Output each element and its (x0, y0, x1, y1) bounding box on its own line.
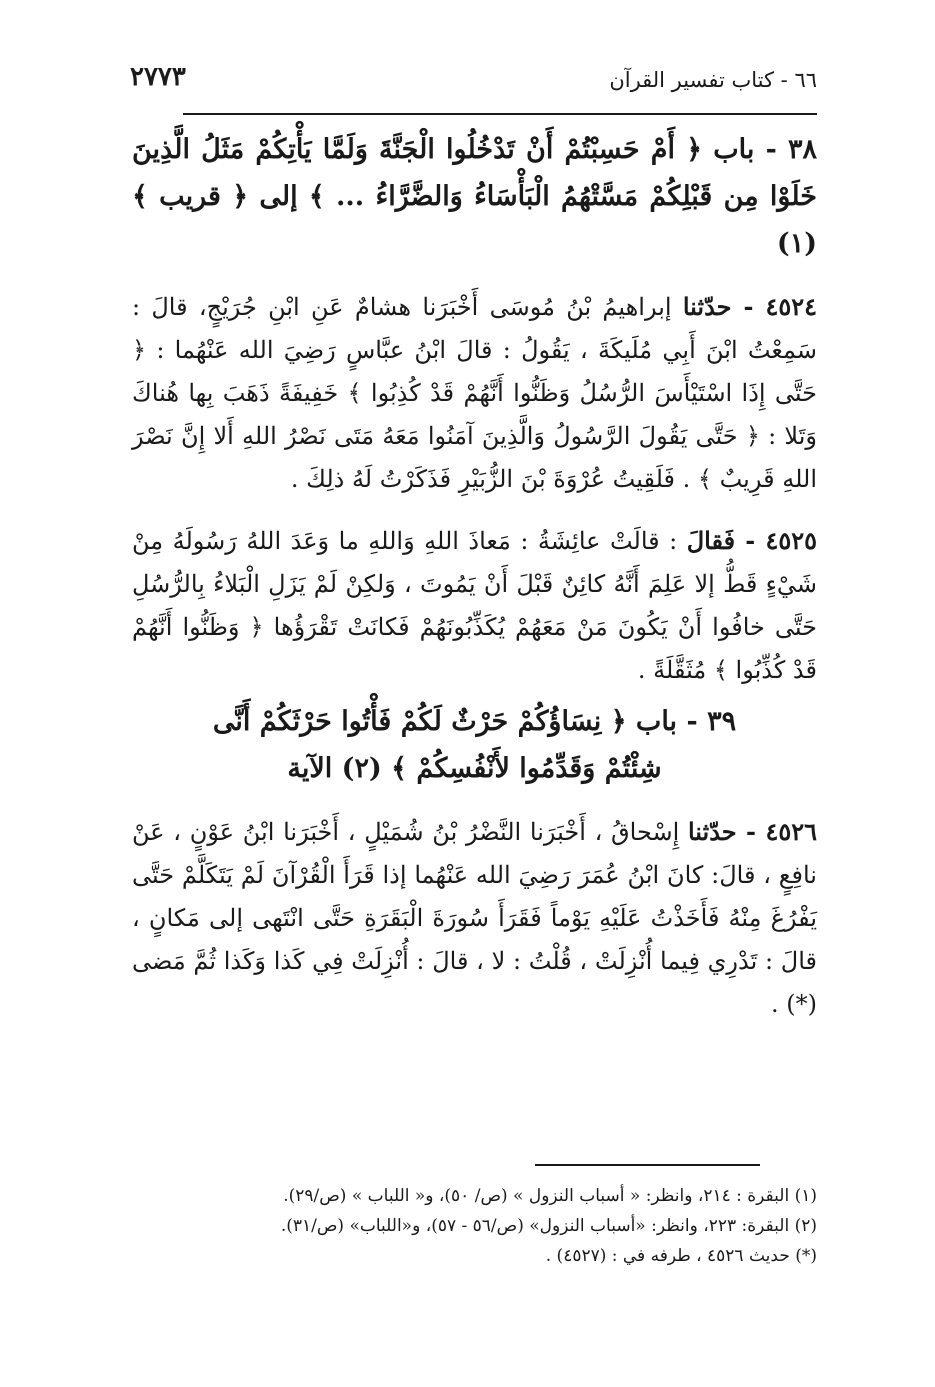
hadith-text: : قالَتْ عائِشَةُ : مَعاذَ اللهِ وَاللهِ ما وَعَدَ اللهُ رَسُولَهُ مِنْ شَيْءٍ قَطُّ إلا عَلِمَ أَنَّهُ كائِنٌ قَبْلَ أَنْ يَمُوتَ ، وَلكِنْ لَمْ يَزَلِ الْبَلاءُ بِالرُّسُلِ حَتَّى خافُوا أَنْ يَكُونَ مَنْ مَعَهُمْ يُكَذِّبُونَهُمْ فَكانَتْ تَقْرَؤُها ﴿ وَظَنُّوا أَنَّهُمْ قَدْ كُذِّبُوا ﴾ مُثَقَّلَةً . (132, 527, 817, 684)
hadith-number: ٤٥٢٦ - حدّثنا (687, 817, 817, 846)
chapter-line-2: شِئْتُمْ وَقَدِّمُوا لأَنْفُسِكُمْ ﴾ (٢) الآية (287, 753, 662, 784)
chapter-heading-38: ٣٨ - باب ﴿ أَمْ حَسِبْتُمْ أَنْ تَدْخُلُوا الْجَنَّةَ وَلَمَّا يَأْتِكُمْ مَثَلُ الَّذِينَ خَلَوْا مِن قَبْلِكُمْ مَسَّتْهُمُ الْبَأْسَاءُ وَالضَّرَّاءُ ... ﴾ إلى ﴿ قريب ﴾ (١) (132, 134, 817, 259)
hadith-number: ٤٥٢٥ - فَقالَ (686, 526, 817, 555)
footnote-2: (٢) البقرة: ٢٢٣، وانظر: «أسباب النزول» (ص/٥٦ - ٥٧)، و«اللباب» (ص/٣١). (280, 1216, 817, 1236)
page-number: ٢٧٧٣ (130, 62, 186, 92)
hadith-4525 (132, 519, 817, 692)
footnote-star: (*) حديث ٤٥٢٦ ، طرفه في : (٤٥٢٧) . (545, 1246, 817, 1266)
chapter-line-1: ٣٩ - باب ﴿ نِسَاؤُكُمْ حَرْثٌ لَكُمْ فَأْتُوا حَرْثَكُمْ أَنَّى (212, 706, 737, 737)
footnote-rule (535, 1164, 760, 1166)
hadith-4526 (132, 810, 817, 1026)
header-rule (183, 113, 817, 115)
footnote-1: (١) البقرة : ٢١٤، وانظر: « أسباب النزول » (ص/ ٥٠)، و« اللباب » (ص/٢٩). (283, 1186, 817, 1206)
hadith-4524 (132, 285, 817, 501)
running-header (130, 62, 817, 96)
hadith-text: إبراهيمُ بْنُ مُوسَى أَخْبَرَنا هشامٌ عَنِ ابْنِ جُرَيْجٍ، قالَ : سَمِعْتُ ابْنَ أَبِي مُلَيكَةَ ، يَقُولُ : قالَ ابْنُ عبَّاسٍ رَضِيَ الله عَنْهُما : ﴿ حَتَّى إِذَا اسْتَيْأَسَ الرُّسُلُ وَظَنُّوا أَنَّهُمْ قَدْ كُذِبُوا ﴾ خَفِيفَةً ذَهَبَ بِها هُناكَ وَتَلا : ﴿ حَتَّى يَقُولَ الرَّسُولُ وَالَّذِينَ آمَنُوا مَعَهُ مَتَى نَصْرُ اللهِ أَلا إِنَّ نَصْرَ اللهِ قَرِيبٌ ﴾ . فَلَقِيتُ عُرْوَةَ بْنَ الزُّبَيْرِ فَذَكَرْتُ لَهُ ذلِكَ . (132, 293, 817, 493)
header-title: ٦٦ - كتاب تفسير القرآن (609, 68, 817, 92)
hadith-number: ٤٥٢٤ - حدّثنا (682, 292, 818, 321)
hadith-text: إِسْحاقُ ، أَخْبَرَنا النَّضْرُ بْنُ شُمَيْلٍ ، أَخْبَرَنا ابْنُ عَوْنٍ ، عَنْ نافِعٍ ، قالَ: كانَ ابْنُ عُمَرَ رَضِيَ الله عَنْهُما إذا قَرَأَ الْقُرْآنَ لَمْ يَتَكَلَّمْ حَتَّى يَفْرُغَ مِنْهُ فَأَخَذْتُ عَلَيْهِ يَوْماً فَقَرَأَ سُورَةَ الْبَقَرَةِ حَتَّى انْتَهى إلى مَكانٍ ، قالَ : تَدْرِي فِيما أُنْزِلَتْ ، قُلْتُ : لا ، قالَ : أُنْزِلَتْ فِي كَذا وَكَذا ثُمَّ مَضى (*) . (132, 818, 817, 1018)
footnotes (132, 1181, 817, 1271)
chapter-heading-39 (132, 698, 817, 792)
page-body (132, 126, 817, 1026)
